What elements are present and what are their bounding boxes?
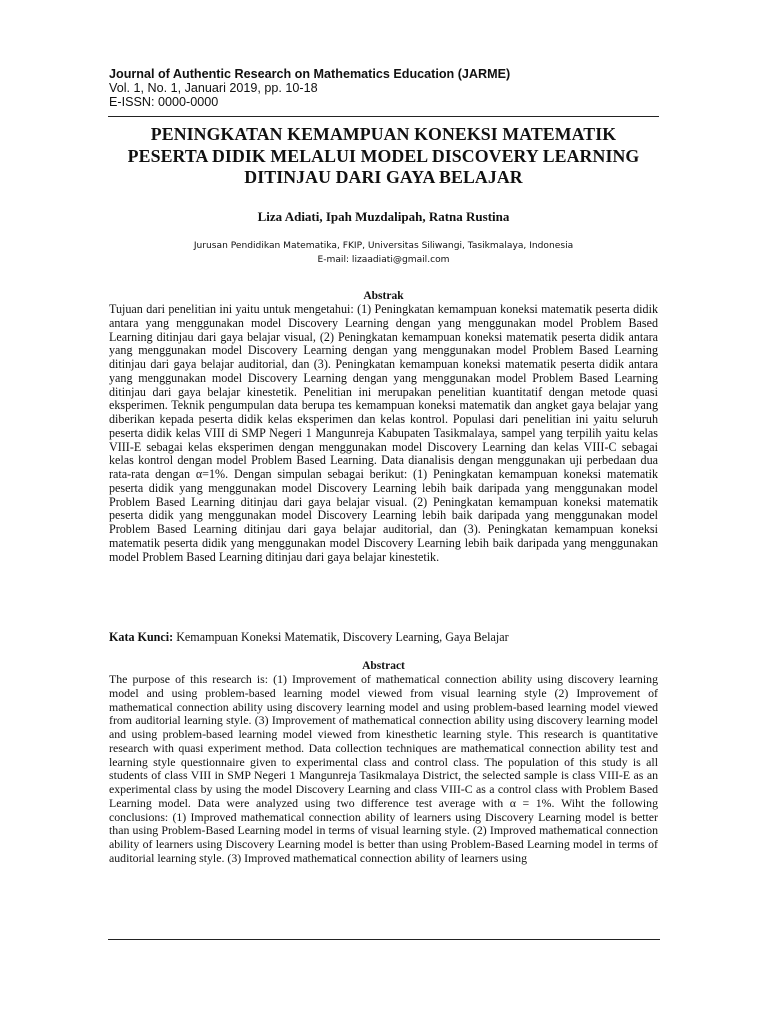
- journal-name: Journal of Authentic Research on Mathematics Education (JARME): [109, 67, 511, 81]
- journal-volume: Vol. 1, No. 1, Januari 2019, pp. 10-18: [109, 81, 318, 95]
- abstract-en-heading: Abstract: [362, 660, 405, 672]
- keywords-text: Kemampuan Koneksi Matematik, Discovery Learning, Gaya Belajar: [173, 630, 509, 644]
- abstract-id-body: Tujuan dari penelitian ini yaitu untuk mengetahui: (1) Peningkatan kemampuan koneksi matematik peserta didik antara yang menggunakan model Discovery Learning dengan yang menggunakan model Problem Based Learning ditinjau dari gaya belajar visual, (2) Peningkatan kemampuan koneksi matematik peserta didik antara yang menggunakan model Discovery Learning dengan yang menggunakan model Problem Based Learning ditinjau dari gaya belajar auditorial, dan (3). Peningkatan kemampuan koneksi matematik peserta didik antara yang menggunakan model Discovery Learning dengan yang menggunakan model Problem Based Learning ditinjau dari gaya belajar kinestetik. Penelitian ini merupakan penelitian kuantitatif dengan metode quasi eksperimen. Teknik pengumpulan data berupa tes kemampuan koneksi matematik dan angket gaya belajar yang diberikan kepada peserta didik kelas eksperimen dan kelas kontrol. Populasi dari penelitian ini yaitu seluruh peserta didik kelas VIII di SMP Negeri 1 Mangunreja Kabupaten Tasikmalaya, sampel yang terpilih yaitu kelas VIII-E sebagai kelas eksperimen dengan menggunakan model Discovery Learning dan kelas VIII-C sebagai kelas kontrol dengan model Problem Based Learning. Data dianalisis dengan menggunakan uji perbedaan dua rata-rata dengan α=1%. Dengan simpulan sebagai berikut: (1) Peningkatan kemampuan koneksi matematik peserta didik yang menggunakan model Discovery Learning lebih baik daripada yang menggunakan model Problem Based Learning ditinjau dari gaya belajar visual. (2) Peningkatan kemampuan koneksi matematik peserta didik yang menggunakan model Discovery Learning lebih baik daripada yang menggunakan model Problem Based Learning ditinjau dari gaya belajar auditorial, dan (3). Peningkatan kemampuan koneksi matematik peserta didik yang menggunakan model Discovery Learning lebih baik daripada yang menggunakan model Problem Based Learning ditinjau dari gaya belajar kinestetik.: [109, 302, 658, 564]
- keywords-label: Kata Kunci:: [109, 630, 174, 644]
- footer-divider: [108, 939, 660, 940]
- affiliation-institution: Jurusan Pendidikan Matematika, FKIP, Universitas Siliwangi, Tasikmalaya, Indonesia: [193, 241, 574, 251]
- paper-title: [108, 124, 659, 189]
- affiliation-email: E-mail: lizaadiati@gmail.com: [317, 254, 450, 265]
- title-line-2: PESERTA DIDIK MELALUI MODEL DISCOVERY LEARNING: [127, 145, 640, 166]
- header-divider: [108, 116, 659, 117]
- journal-issn: E-ISSN: 0000-0000: [109, 95, 219, 109]
- author-list: Liza Adiati, Ipah Muzdalipah, Ratna Rustina: [257, 209, 510, 224]
- title-line-1: PENINGKATAN KEMAMPUAN KONEKSI MATEMATIK: [150, 124, 617, 144]
- keywords: [109, 630, 658, 645]
- journal-header: [109, 67, 669, 109]
- abstract-id-heading: Abstrak: [363, 290, 404, 302]
- affiliation: [108, 240, 659, 267]
- abstract-en-body: The purpose of this research is: (1) Improvement of mathematical connection ability using discovery learning model and using problem-based learning model viewed from visual learning style (2) Improvement of mathematical connection ability using discovery learning model and using problem-based learning model viewed from auditorial learning style. (3) Improvement of mathematical connection ability using discovery learning model and using problem-based learning model viewed from kinesthetic learning style. This research is quantitative research with quasi experiment method. Data collection techniques are mathematical connection ability test and learning style questionnaire given to experimental class and control class. The population of this study is all students of class VIII in SMP Negeri 1 Mangunreja Tasikmalaya District, the selected sample is class VIII-E as an experimental class by using the model Discovery Learning and class VIII-C as a control class with Problem Based Learning model. Data were analyzed using two difference test average with α = 1%. Wiht the following conclusions: (1) Improved mathematical connection ability of learners using Discovery Learning model is better than using Problem-Based Learning model in terms of visual learning style. (2) Improved mathematical connection ability of learners using Discovery Learning model is better than using Problem-Based Learning model in terms of auditorial learning style. (3) Improved mathematical connection ability of learners using: [109, 672, 658, 865]
- title-line-3: DITINJAU DARI GAYA BELAJAR: [244, 167, 523, 187]
